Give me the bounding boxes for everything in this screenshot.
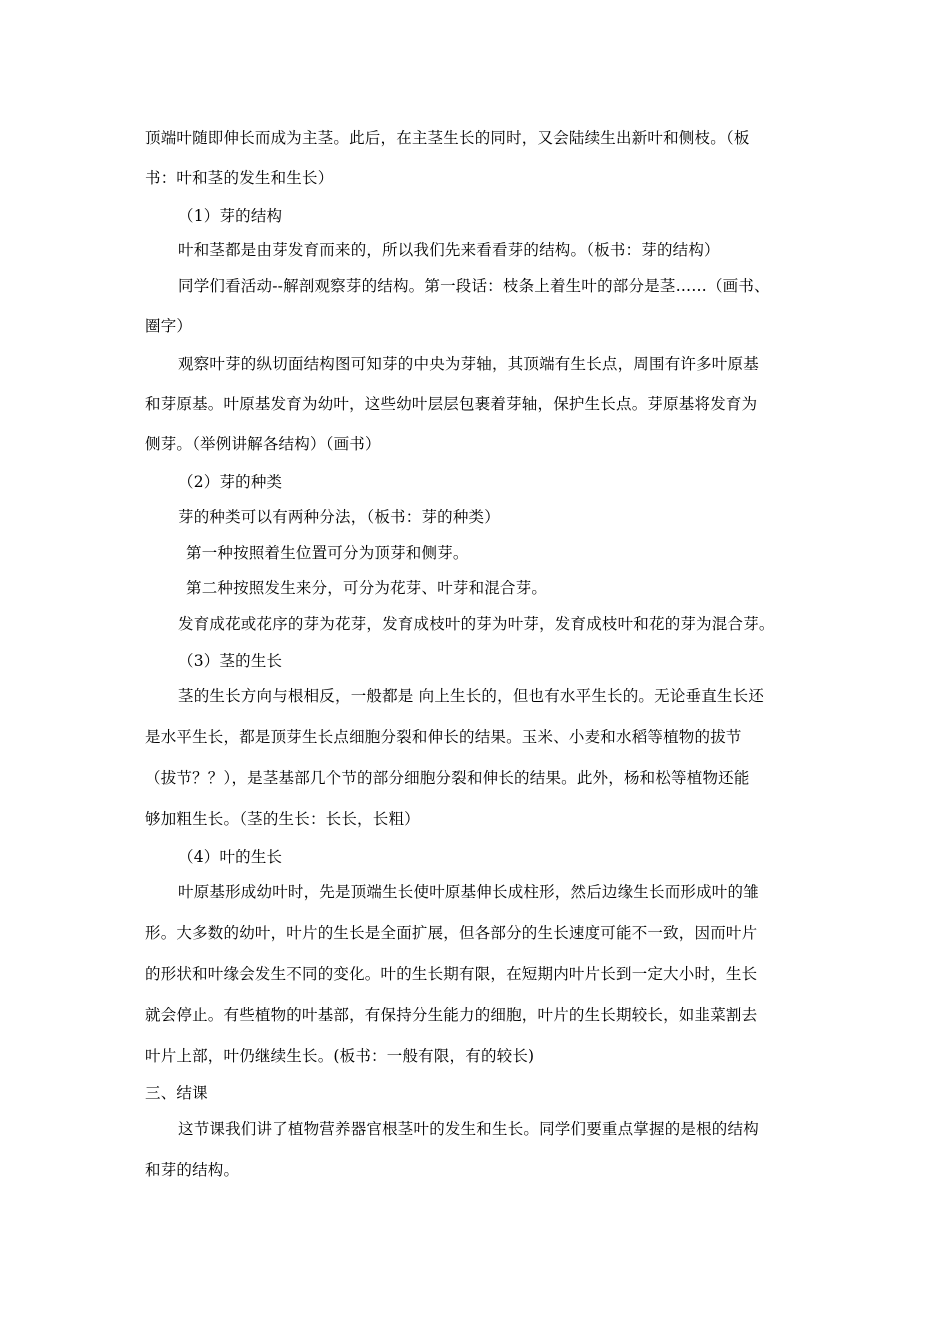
text-line: 书：叶和茎的发生和生长） xyxy=(145,169,334,187)
section-heading: 三、结课 xyxy=(145,1084,208,1102)
text-line: 和芽原基。叶原基发育为幼叶，这些幼叶层层包裹着芽轴，保护生长点。芽原基将发育为 xyxy=(145,395,758,413)
section-heading: （4）叶的生长 xyxy=(178,848,283,866)
text-line: 茎的生长方向与根相反，一般都是 向上生长的，但也有水平生长的。无论垂直生长还 xyxy=(178,687,765,705)
text-line: 第二种按照发生来分，可分为花芽、叶芽和混合芽。 xyxy=(186,579,548,597)
text-line: 够加粗生长。（茎的生长：长长，长粗） xyxy=(145,810,420,828)
text-line: 第一种按照着生位置可分为顶芽和侧芽。 xyxy=(186,544,469,562)
text-line: 就会停止。有些植物的叶基部，有保持分生能力的细胞，叶片的生长期较长，如韭菜割去 xyxy=(145,1006,758,1024)
section-heading: （3）茎的生长 xyxy=(178,652,283,670)
text-line: 和芽的结构。 xyxy=(145,1161,240,1179)
text-line: 叶原基形成幼叶时，先是顶端生长使叶原基伸长成柱形，然后边缘生长而形成叶的雏 xyxy=(178,883,759,901)
text-line: 发育成花或花序的芽为花芽，发育成枝叶的芽为叶芽，发育成枝叶和花的芽为混合芽。 xyxy=(178,615,775,633)
text-line: 叶和茎都是由芽发育而来的，所以我们先来看看芽的结构。（板书：芽的结构） xyxy=(178,241,720,259)
text-line: 这节课我们讲了植物营养器官根茎叶的发生和生长。同学们要重点掌握的是根的结构 xyxy=(178,1120,759,1138)
text-line: 圈字） xyxy=(145,317,193,335)
text-line: 侧芽。（举例讲解各结构）（画书） xyxy=(145,435,381,453)
text-line: 芽的种类可以有两种分法，（板书：芽的种类） xyxy=(178,508,500,526)
text-line: （拔节？？），是茎基部几个节的部分细胞分裂和伸长的结果。此外，杨和松等植物还能 xyxy=(145,769,750,787)
text-line: 观察叶芽的纵切面结构图可知芽的中央为芽轴，其顶端有生长点，周围有许多叶原基 xyxy=(178,355,759,373)
text-line: 同学们看活动--解剖观察芽的结构。第一段话：枝条上着生叶的部分是茎……（画书、 xyxy=(178,277,770,295)
text-line: 叶片上部，叶仍继续生长。(板书：一般有限，有的较长) xyxy=(145,1047,535,1065)
section-heading: （2）芽的种类 xyxy=(178,473,283,491)
section-heading: （1）芽的结构 xyxy=(178,207,283,225)
text-line: 形。大多数的幼叶，叶片的生长是全面扩展，但各部分的生长速度可能不一致，因而叶片 xyxy=(145,924,758,942)
text-line: 顶端叶随即伸长而成为主茎。此后，在主茎生长的同时，又会陆续生出新叶和侧枝。（板 xyxy=(145,129,750,147)
text-line: 是水平生长，都是顶芽生长点细胞分裂和伸长的结果。玉米、小麦和水稻等植物的拔节 xyxy=(145,728,742,746)
text-line: 的形状和叶缘会发生不同的变化。叶的生长期有限，在短期内叶片长到一定大小时，生长 xyxy=(145,965,758,983)
